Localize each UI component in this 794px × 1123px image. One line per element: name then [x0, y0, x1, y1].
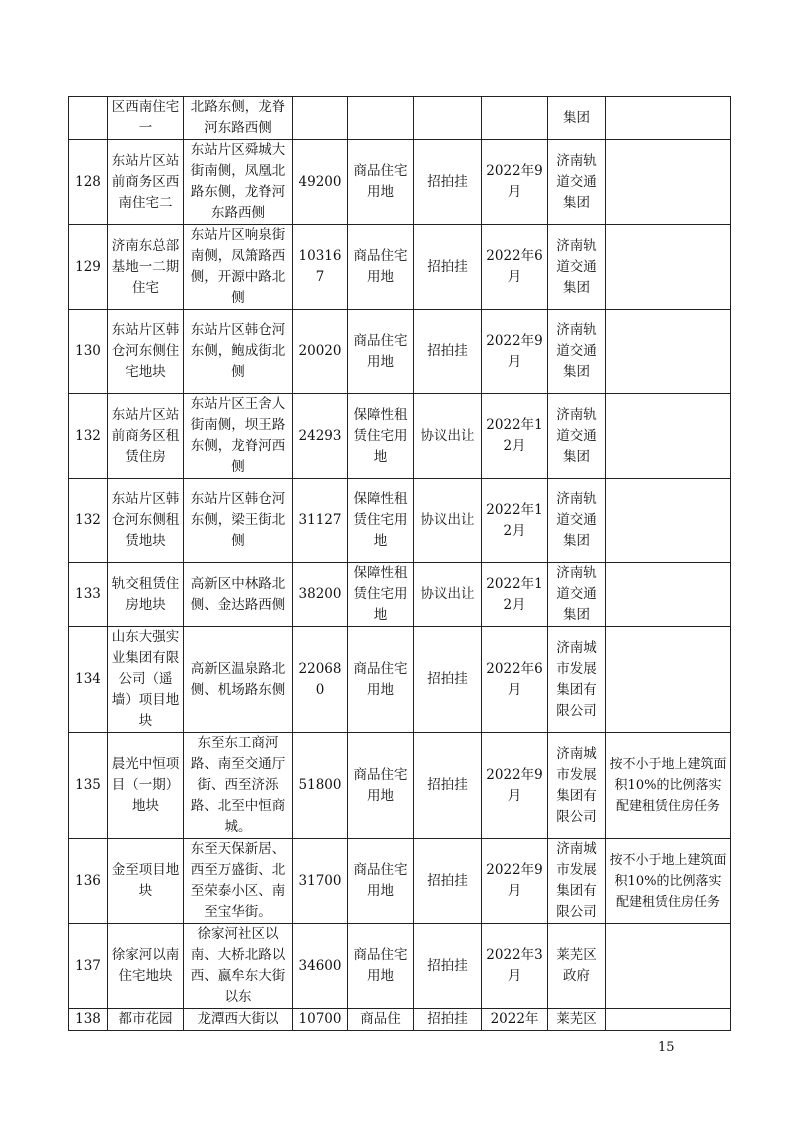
- owner-cell: 济南轨道交通集团: [548, 225, 606, 310]
- land-use-cell: 保障性租赁住宅用地: [348, 394, 414, 479]
- location-cell: 东站片区响泉街南侧，凤箫路西侧，开源中路北侧: [184, 225, 293, 310]
- row-number-cell: 132: [69, 479, 108, 563]
- page-number: 15: [658, 1040, 675, 1055]
- note-cell: [606, 1009, 731, 1031]
- land-use-cell: 商品住宅用地: [348, 733, 414, 839]
- land-use-cell: 商品住宅用地: [348, 310, 414, 394]
- land-use-cell: 保障性租赁住宅用地: [348, 479, 414, 563]
- supply-method-cell: 招拍挂: [414, 225, 482, 310]
- note-cell: [606, 310, 731, 394]
- supply-date-cell: 2022年6月: [482, 627, 548, 733]
- supply-date-cell: 2022年6月: [482, 225, 548, 310]
- land-name-cell: 东站片区站前商务区西南住宅二: [108, 140, 184, 225]
- land-supply-table: [68, 96, 731, 1031]
- land-use-cell: 商品住宅用地: [348, 627, 414, 733]
- area-cell: 24293: [293, 394, 348, 479]
- note-cell: [606, 97, 731, 140]
- area-cell: 103167: [293, 225, 348, 310]
- area-cell: 20020: [293, 310, 348, 394]
- area-cell: 31700: [293, 839, 348, 924]
- note-cell: [606, 140, 731, 225]
- owner-cell: 济南轨道交通集团: [548, 140, 606, 225]
- land-name-cell: 轨交租赁住房地块: [108, 563, 184, 627]
- owner-cell: 济南轨道交通集团: [548, 479, 606, 563]
- area-cell: 10700: [293, 1009, 348, 1031]
- area-cell: 34600: [293, 924, 348, 1009]
- supply-method-cell: 协议出让: [414, 394, 482, 479]
- supply-date-cell: 2022年: [482, 1009, 548, 1031]
- row-number-cell: 129: [69, 225, 108, 310]
- land-name-cell: 济南东总部基地一二期住宅: [108, 225, 184, 310]
- table-row: [69, 563, 731, 627]
- owner-cell: 济南城市发展集团有限公司: [548, 627, 606, 733]
- supply-method-cell: 协议出让: [414, 479, 482, 563]
- supply-date-cell: 2022年12月: [482, 394, 548, 479]
- supply-date-cell: 2022年9月: [482, 733, 548, 839]
- table-body: [69, 97, 731, 1031]
- land-name-cell: 东站片区站前商务区租赁住房: [108, 394, 184, 479]
- land-use-cell: 商品住宅用地: [348, 924, 414, 1009]
- table-row: [69, 479, 731, 563]
- supply-method-cell: 招拍挂: [414, 310, 482, 394]
- owner-cell: 莱芜区政府: [548, 924, 606, 1009]
- table-row: [69, 627, 731, 733]
- land-name-cell: 金至项目地块: [108, 839, 184, 924]
- land-name-cell: 区西南住宅一: [108, 97, 184, 140]
- owner-cell: 济南轨道交通集团: [548, 310, 606, 394]
- land-name-cell: 东站片区韩仓河东侧住宅地块: [108, 310, 184, 394]
- owner-cell: 济南城市发展集团有限公司: [548, 839, 606, 924]
- land-use-cell: 保障性租赁住宅用地: [348, 563, 414, 627]
- table-row: [69, 1009, 731, 1031]
- row-number-cell: 128: [69, 140, 108, 225]
- supply-method-cell: 招拍挂: [414, 1009, 482, 1031]
- land-use-cell: 商品住宅用地: [348, 225, 414, 310]
- table-row: [69, 225, 731, 310]
- row-number-cell: 138: [69, 1009, 108, 1031]
- row-number-cell: [69, 97, 108, 140]
- supply-method-cell: 招拍挂: [414, 733, 482, 839]
- land-name-cell: 山东大强实业集团有限公司（遥墙）项目地块: [108, 627, 184, 733]
- table-row: [69, 924, 731, 1009]
- row-number-cell: 134: [69, 627, 108, 733]
- land-use-cell: 商品住: [348, 1009, 414, 1031]
- note-cell: [606, 479, 731, 563]
- area-cell: 51800: [293, 733, 348, 839]
- note-cell: [606, 563, 731, 627]
- table-row: [69, 839, 731, 924]
- table-row: [69, 97, 731, 140]
- note-cell: [606, 924, 731, 1009]
- supply-date-cell: [482, 97, 548, 140]
- row-number-cell: 133: [69, 563, 108, 627]
- row-number-cell: 135: [69, 733, 108, 839]
- supply-date-cell: 2022年12月: [482, 479, 548, 563]
- land-name-cell: 徐家河以南住宅地块: [108, 924, 184, 1009]
- location-cell: 东站片区韩仓河东侧，鲍成街北侧: [184, 310, 293, 394]
- land-use-cell: 商品住宅用地: [348, 140, 414, 225]
- supply-method-cell: 招拍挂: [414, 627, 482, 733]
- supply-date-cell: 2022年9月: [482, 839, 548, 924]
- note-cell: [606, 627, 731, 733]
- area-cell: 31127: [293, 479, 348, 563]
- location-cell: 东站片区舜城大街南侧，凤凰北路东侧，龙脊河东路西侧: [184, 140, 293, 225]
- location-cell: 徐家河社区以南、大桥北路以西、嬴牟东大街以东: [184, 924, 293, 1009]
- owner-cell: 济南轨道交通集团: [548, 563, 606, 627]
- note-cell: [606, 225, 731, 310]
- location-cell: 龙潭西大街以: [184, 1009, 293, 1031]
- table-row: [69, 394, 731, 479]
- supply-method-cell: [414, 97, 482, 140]
- note-cell: 按不小于地上建筑面积10%的比例落实配建租赁住房任务: [606, 733, 731, 839]
- area-cell: 220680: [293, 627, 348, 733]
- table-row: [69, 733, 731, 839]
- note-cell: [606, 394, 731, 479]
- supply-date-cell: 2022年3月: [482, 924, 548, 1009]
- location-cell: 高新区温泉路北侧、机场路东侧: [184, 627, 293, 733]
- table-row: [69, 310, 731, 394]
- land-name-cell: 东站片区韩仓河东侧租赁地块: [108, 479, 184, 563]
- owner-cell: 济南轨道交通集团: [548, 394, 606, 479]
- note-cell: 按不小于地上建筑面积10%的比例落实配建租赁住房任务: [606, 839, 731, 924]
- supply-date-cell: 2022年9月: [482, 310, 548, 394]
- location-cell: 东站片区王舍人街南侧，坝王路东侧，龙脊河西侧: [184, 394, 293, 479]
- location-cell: 北路东侧，龙脊河东路西侧: [184, 97, 293, 140]
- row-number-cell: 130: [69, 310, 108, 394]
- area-cell: [293, 97, 348, 140]
- supply-method-cell: 协议出让: [414, 563, 482, 627]
- area-cell: 49200: [293, 140, 348, 225]
- supply-method-cell: 招拍挂: [414, 140, 482, 225]
- location-cell: 东至东工商河路、南至交通厅街、西至济泺路、北至中恒商城。: [184, 733, 293, 839]
- owner-cell: 莱芜区: [548, 1009, 606, 1031]
- location-cell: 东至天保新居、西至万盛街、北至荣泰小区、南至宝华街。: [184, 839, 293, 924]
- supply-method-cell: 招拍挂: [414, 924, 482, 1009]
- location-cell: 东站片区韩仓河东侧，梁王街北侧: [184, 479, 293, 563]
- land-name-cell: 晨光中恒项目（一期）地块: [108, 733, 184, 839]
- supply-date-cell: 2022年12月: [482, 563, 548, 627]
- area-cell: 38200: [293, 563, 348, 627]
- owner-cell: 济南城市发展集团有限公司: [548, 733, 606, 839]
- location-cell: 高新区中林路北侧、金达路西侧: [184, 563, 293, 627]
- supply-method-cell: 招拍挂: [414, 839, 482, 924]
- land-use-cell: [348, 97, 414, 140]
- row-number-cell: 136: [69, 839, 108, 924]
- row-number-cell: 132: [69, 394, 108, 479]
- land-use-cell: 商品住宅用地: [348, 839, 414, 924]
- row-number-cell: 137: [69, 924, 108, 1009]
- land-name-cell: 都市花园: [108, 1009, 184, 1031]
- table-row: [69, 140, 731, 225]
- supply-date-cell: 2022年9月: [482, 140, 548, 225]
- owner-cell: 集团: [548, 97, 606, 140]
